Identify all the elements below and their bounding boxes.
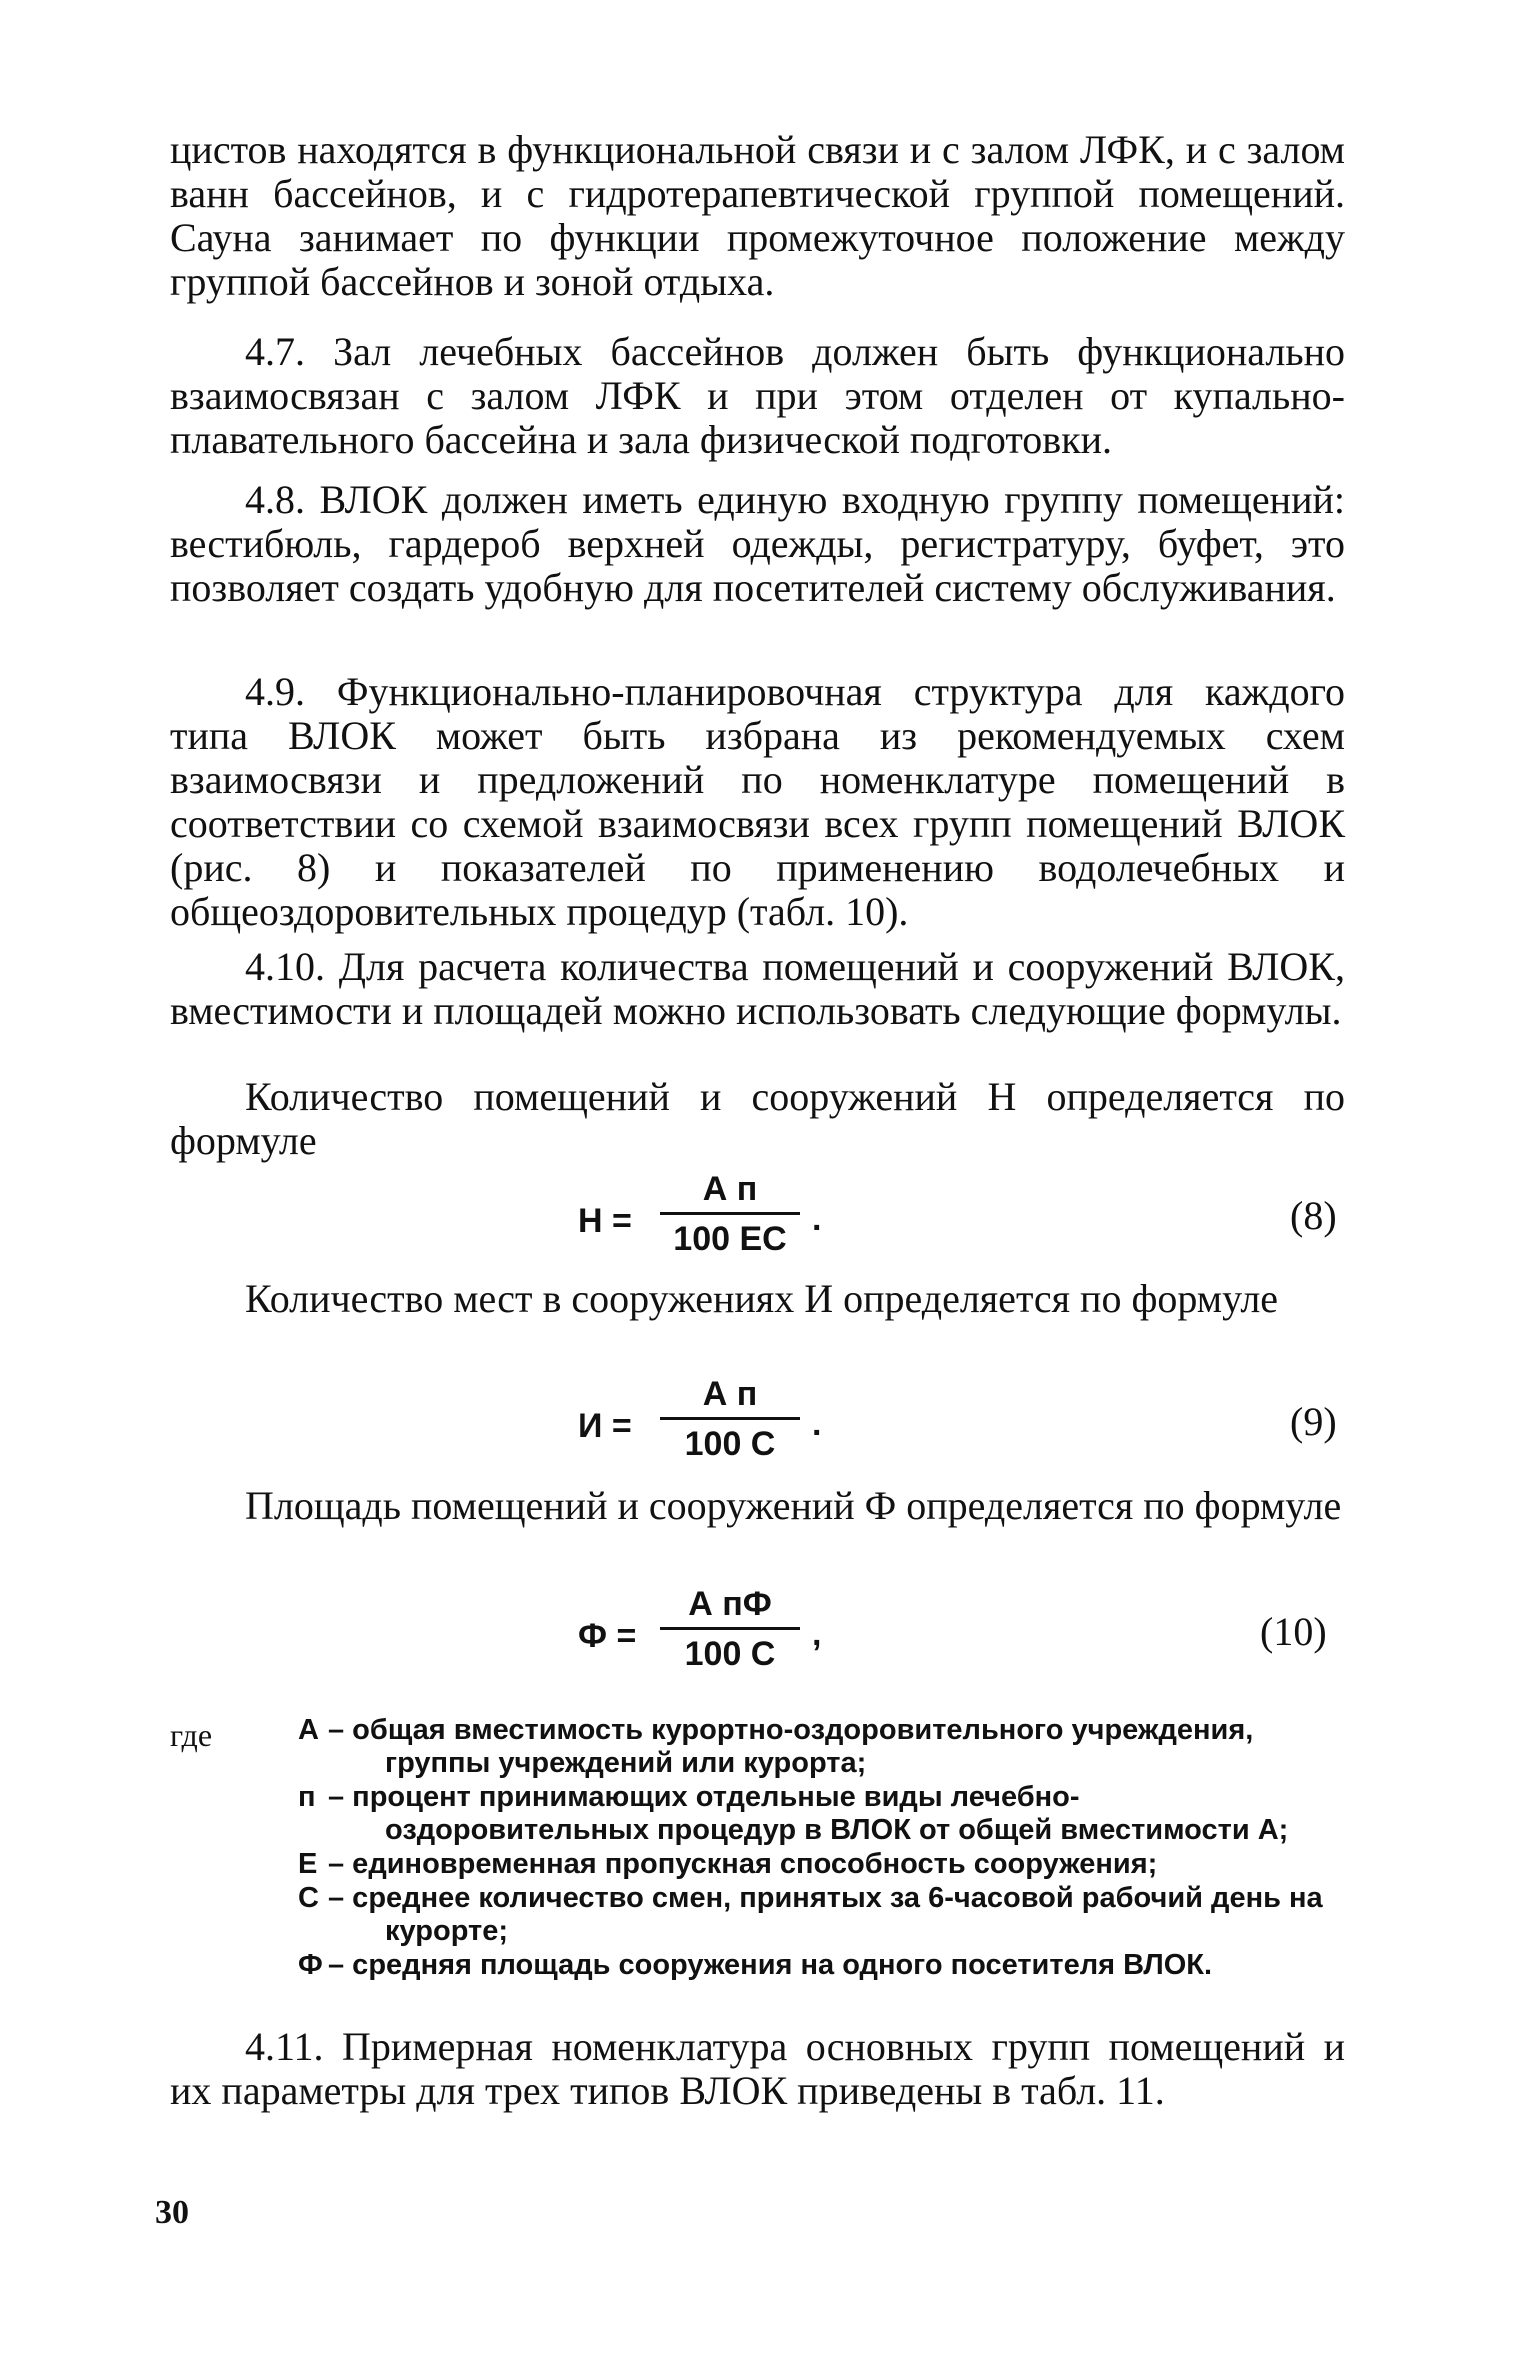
fraction-bar: [660, 1417, 800, 1420]
formula-denominator: 100 С: [684, 1425, 776, 1463]
definition-item: [298, 1949, 1343, 1982]
formula-lhs: И =: [578, 1407, 632, 1445]
definition-text: – процент принимающих отдельные виды лечебно-оздоровительных процедур в ВЛОК от общей вместимости А;: [328, 1781, 1289, 1846]
formula-i: [560, 1375, 860, 1485]
where-label: где: [170, 1717, 213, 1753]
page-number: 30: [155, 2194, 189, 2231]
formula-punctuation: .: [812, 1200, 822, 1238]
variable-definitions: [298, 1714, 1343, 1983]
definition-symbol: С: [298, 1882, 319, 1914]
formula-lhs: Ф =: [578, 1617, 637, 1655]
definition-symbol: Е: [298, 1848, 318, 1880]
definition-item: [298, 1714, 1343, 1780]
equation-number-10: (10): [1260, 1609, 1327, 1654]
formula-f: [560, 1585, 860, 1695]
definition-text: – общая вместимость курортно-оздоровительного учреждения, группы учреждений или курорта;: [328, 1714, 1254, 1779]
definition-item: [298, 1848, 1343, 1881]
fraction-bar: [660, 1212, 800, 1215]
equation-number-9: (9): [1290, 1399, 1337, 1444]
fraction-bar: [660, 1627, 800, 1630]
definition-item: [298, 1882, 1343, 1948]
definition-symbol: п: [298, 1781, 316, 1813]
definition-text: – среднее количество смен, принятых за 6-часовой рабочий день на курорте;: [328, 1882, 1323, 1947]
definition-item: [298, 1781, 1343, 1847]
formula-denominator: 100 ЕС: [673, 1220, 787, 1258]
definition-text: – единовременная пропускная способность сооружения;: [328, 1848, 1158, 1880]
formula-numerator: А п: [702, 1375, 758, 1413]
definition-symbol: А: [298, 1714, 319, 1746]
formula-punctuation: .: [812, 1405, 822, 1443]
paragraph-4-8: 4.8. ВЛОК должен иметь единую входную группу помещений: вестибюль, гардероб верхней одежды, регистратуру, буфет, это позволяет создать удобную для посетителей систему обслуживания.: [170, 477, 1345, 610]
formula-punctuation: ,: [812, 1615, 822, 1653]
formula-numerator: А п: [702, 1170, 758, 1208]
paragraph-formula-f-intro: Площадь помещений и сооружений Ф определяется по формуле: [245, 1483, 1342, 1528]
formula-h: [560, 1170, 860, 1280]
formula-denominator: 100 С: [684, 1635, 776, 1673]
formula-numerator: А пФ: [688, 1585, 772, 1623]
paragraph-4-7: 4.7. Зал лечебных бассейнов должен быть функционально взаимосвязан с залом ЛФК и при этом отделен от купально-плавательного бассейна и зала физической подготовки.: [170, 329, 1345, 462]
paragraph-4-10: 4.10. Для расчета количества помещений и сооружений ВЛОК, вместимости и площадей можно использовать следующие формулы.: [170, 944, 1345, 1033]
definition-text: – средняя площадь сооружения на одного посетителя ВЛОК.: [328, 1949, 1213, 1981]
definition-symbol: Ф: [298, 1949, 323, 1981]
formula-lhs: Н =: [578, 1202, 632, 1240]
paragraph-4-9: 4.9. Функционально-планировочная структура для каждого типа ВЛОК может быть избрана из рекомендуемых схем взаимосвязи и предложений по номенклатуре помещений в соответствии со схемой взаимосвязи всех групп помещений ВЛОК (рис. 8) и показателей по применению водолечебных и общеоздоровительных процедур (табл. 10).: [170, 669, 1345, 934]
paragraph-formula-i-intro: Количество мест в сооружениях И определяется по формуле: [245, 1276, 1279, 1321]
paragraph-intro: циcтов находятся в функциональной связи и с залом ЛФК, и с залом ванн бассейнов, и с гидротерапевтической группой помещений. Сауна занимает по функции промежуточное положение между группой бассейнов и зоной отдыха.: [170, 127, 1345, 304]
equation-number-8: (8): [1290, 1193, 1337, 1238]
paragraph-formula-h-intro: Количество помещений и сооружений Н определяется по формуле: [170, 1074, 1345, 1163]
paragraph-4-11: 4.11. Примерная номенклатура основных групп помещений и их параметры для трех типов ВЛОК приведены в табл. 11.: [170, 2024, 1345, 2113]
